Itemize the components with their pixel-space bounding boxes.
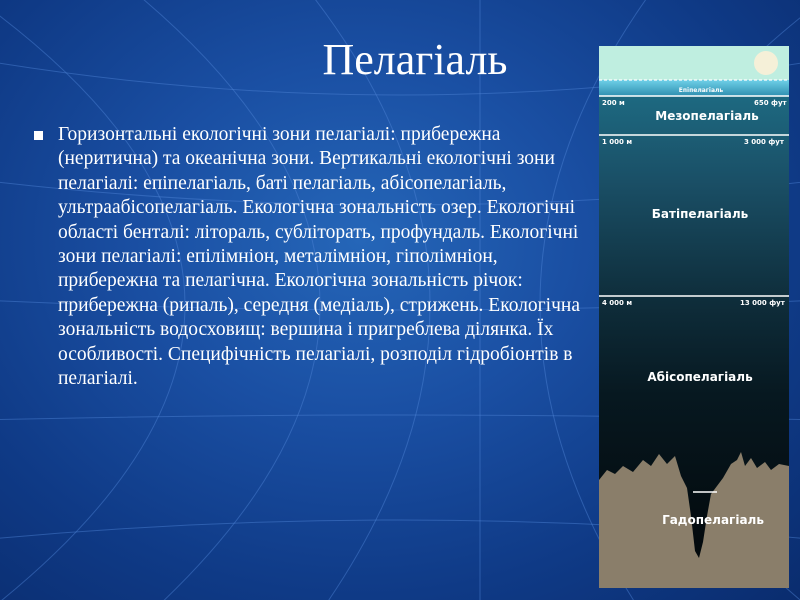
depth-label-200m: 200 м	[602, 99, 625, 107]
zone-batipelagial: Батіпелагіаль	[651, 207, 749, 221]
ocean-zones-diagram	[599, 46, 789, 588]
depth-label-13000ft: 13 000 фут	[740, 299, 785, 307]
depth-label-3000ft: 3 000 фут	[744, 138, 784, 146]
depth-label-650ft: 650 фут	[754, 99, 787, 107]
zone-epipelagial: Епіпелагіаль	[678, 87, 724, 94]
slide-body-text: Горизонтальні екологічні зони пелагіалі: прибережна (неритична) та океанічна зони. Вертикальні екологічні зони пелагіалі: епіпелагіаль, баті пелагіаль, абісопелагіаль, ультраабісопелагіаль. Екологічна зональність озер. Екологічні області бенталі: літораль, субліторать, профундаль. Екологічні зони пелагіалі: епілімніон, металімніон, гіполімніон, прибережна та пелагічна. Екологічна зональність річок: прибережна (рипаль), середня (медіаль), стрижень. Екологічна зональність водосховищ: вершина і пригреблева ділянка. Їх особливості. Специфічність пелагіалі, розподіл гідробіонтів в пелагіалі.	[58, 124, 580, 390]
zone-hadopelagial: Гадопелагіаль	[662, 513, 764, 527]
bullet-marker	[34, 131, 43, 140]
depth-label-4000m: 4 000 м	[602, 299, 633, 307]
sun-icon	[754, 51, 778, 75]
depth-label-1000m: 1 000 м	[602, 138, 633, 146]
slide-title: Пелагіаль	[322, 35, 508, 84]
zone-mesopelagial: Мезопелагіаль	[655, 109, 759, 123]
zone-abysopelagial: Абісопелагіаль	[647, 370, 753, 384]
